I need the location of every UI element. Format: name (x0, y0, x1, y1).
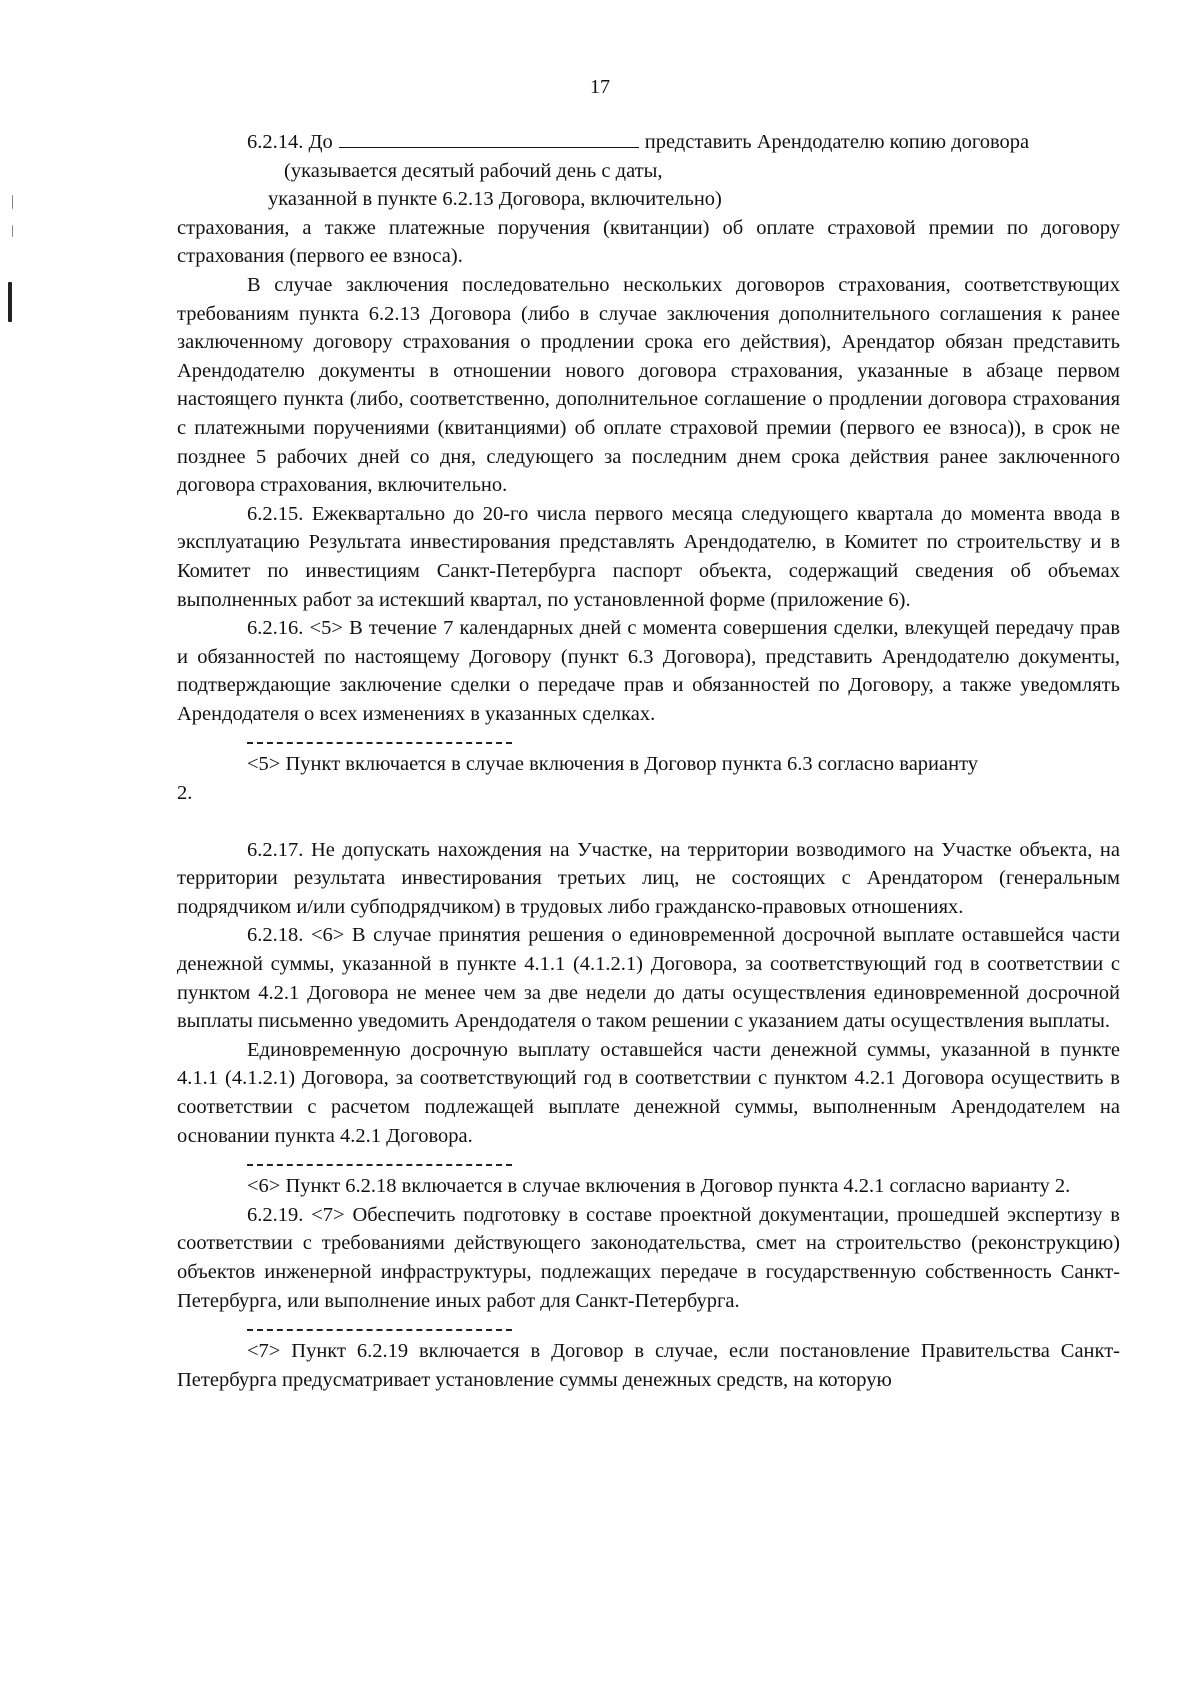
scan-mark (12, 225, 13, 237)
page-number: 17 (590, 76, 610, 98)
document-body (177, 128, 1120, 1394)
clause-6-2-14-continuation: страхования, а также платежные поручения (квитанции) об оплате страховой премии по договору страхования (первого ее взноса). (177, 216, 1120, 268)
scan-mark (8, 282, 12, 322)
blank-date-field (339, 129, 639, 148)
footnote-separator (247, 730, 512, 744)
blank-note-line1: (указывается десятый рабочий день с даты, (284, 159, 663, 182)
clause-6-2-18-para2: Единовременную досрочную выплату оставшейся части денежной суммы, указанной в пункте 4.1.1 (4.1.2.1) Договора, за соответствующий год в соответствии с пунктом 4.2.1 Договора осуществить в соответствии с расчетом подлежащей выплате денежной суммы, выполненным Арендодателем на основании пункта 4.2.1 Договора. (177, 1038, 1120, 1147)
clause-6-2-18: 6.2.18. <6> В случае принятия решения о единовременной досрочной выплате оставшейся части денежной суммы, указанной в пункте 4.1.1 (4.1.2.1) Договора, за соответствующий год в соответствии с пунктом 4.2.1 Договора не менее чем за две недели до даты осуществления единовременной досрочной выплаты письменно уведомить Арендодателя о таком решении с указанием даты осуществления выплаты. (177, 924, 1120, 1033)
clause-6-2-16: 6.2.16. <5> В течение 7 календарных дней с момента совершения сделки, влекущей передачу прав и обязанностей по настоящему Договору (пункт 6.3 Договора), представить Арендодателю документы, подтверждающие заключение сделки о передаче прав и обязанностей по Договору, а также уведомлять Арендодателя о всех изменениях в указанных сделках. (177, 617, 1120, 725)
clause-6-2-14-heading (177, 128, 1120, 157)
clause-6-2-17: 6.2.17. Не допускать нахождения на Участке, на территории возводимого на Участке объекта, на территории результата инвестирования третьих лиц, не состоящих с Арендатором (генеральным подрядчиком и/или субподрядчиком) в трудовых либо гражданско-правовых отношениях. (177, 838, 1120, 918)
spacer (177, 808, 1120, 836)
blank-note-line2: указанной в пункте 6.2.13 Договора, включительно) (268, 188, 722, 211)
footnote-separator (247, 1152, 512, 1166)
footnote-5-line2: 2. (177, 782, 193, 805)
clause-6-2-14-para2: В случае заключения последовательно нескольких договоров страхования, соответствующих требованиям пункта 6.2.13 Договора (либо в случае заключения дополнительного соглашения к ранее заключенному договору страхования о продлении срока его действия), Арендатор обязан представить Арендодателю документы в отношении нового договора страхования, указанные в абзаце первом настоящего пункта (либо, соответственно, дополнительное соглашение о продлении договора страхования с платежными поручениями (квитанциями) об оплате страховой премии (первого ее взноса)), в срок не позднее 5 рабочих дней со дня, следующего за последним днем срока действия ранее заключенного договора страхования, включительно. (177, 273, 1120, 497)
scan-mark (12, 195, 13, 209)
footnote-7: <7> Пункт 6.2.19 включается в Договор в случае, если постановление Правительства Санкт-Петербурга предусматривает установление суммы денежных средств, на которую (177, 1340, 1120, 1391)
clause-6-2-15: 6.2.15. Ежеквартально до 20-го числа первого месяца следующего квартала до момента ввода в эксплуатацию Результата инвестирования представлять Арендодателю, в Комитет по строительству и в Комитет по инвестициям Санкт-Петербурга паспорт объекта, содержащий сведения об объемах выполненных работ за истекший квартал, по установленной форме (приложение 6). (177, 502, 1120, 611)
footnote-5-line1: <5> Пункт включается в случае включения в Договор пункта 6.3 согласно варианту (247, 753, 979, 776)
footnote-6: <6> Пункт 6.2.18 включается в случае включения в Договор пункта 4.2.1 согласно варианту 2. (247, 1175, 1071, 1198)
clause-6-2-14-suffix: представить Арендодателю копию договора (644, 131, 1030, 153)
clause-6-2-14-prefix: 6.2.14. До (247, 131, 333, 153)
footnote-separator (247, 1317, 512, 1331)
clause-6-2-19: 6.2.19. <7> Обеспечить подготовку в составе проектной документации, прошедшей экспертизу в соответствии с требованиями действующего законодательства, смет на строительство (реконструкцию) объектов инженерной инфраструктуры, подлежащих передаче в государственную собственность Санкт-Петербурга, или выполнение иных работ для Санкт-Петербурга. (177, 1203, 1120, 1312)
